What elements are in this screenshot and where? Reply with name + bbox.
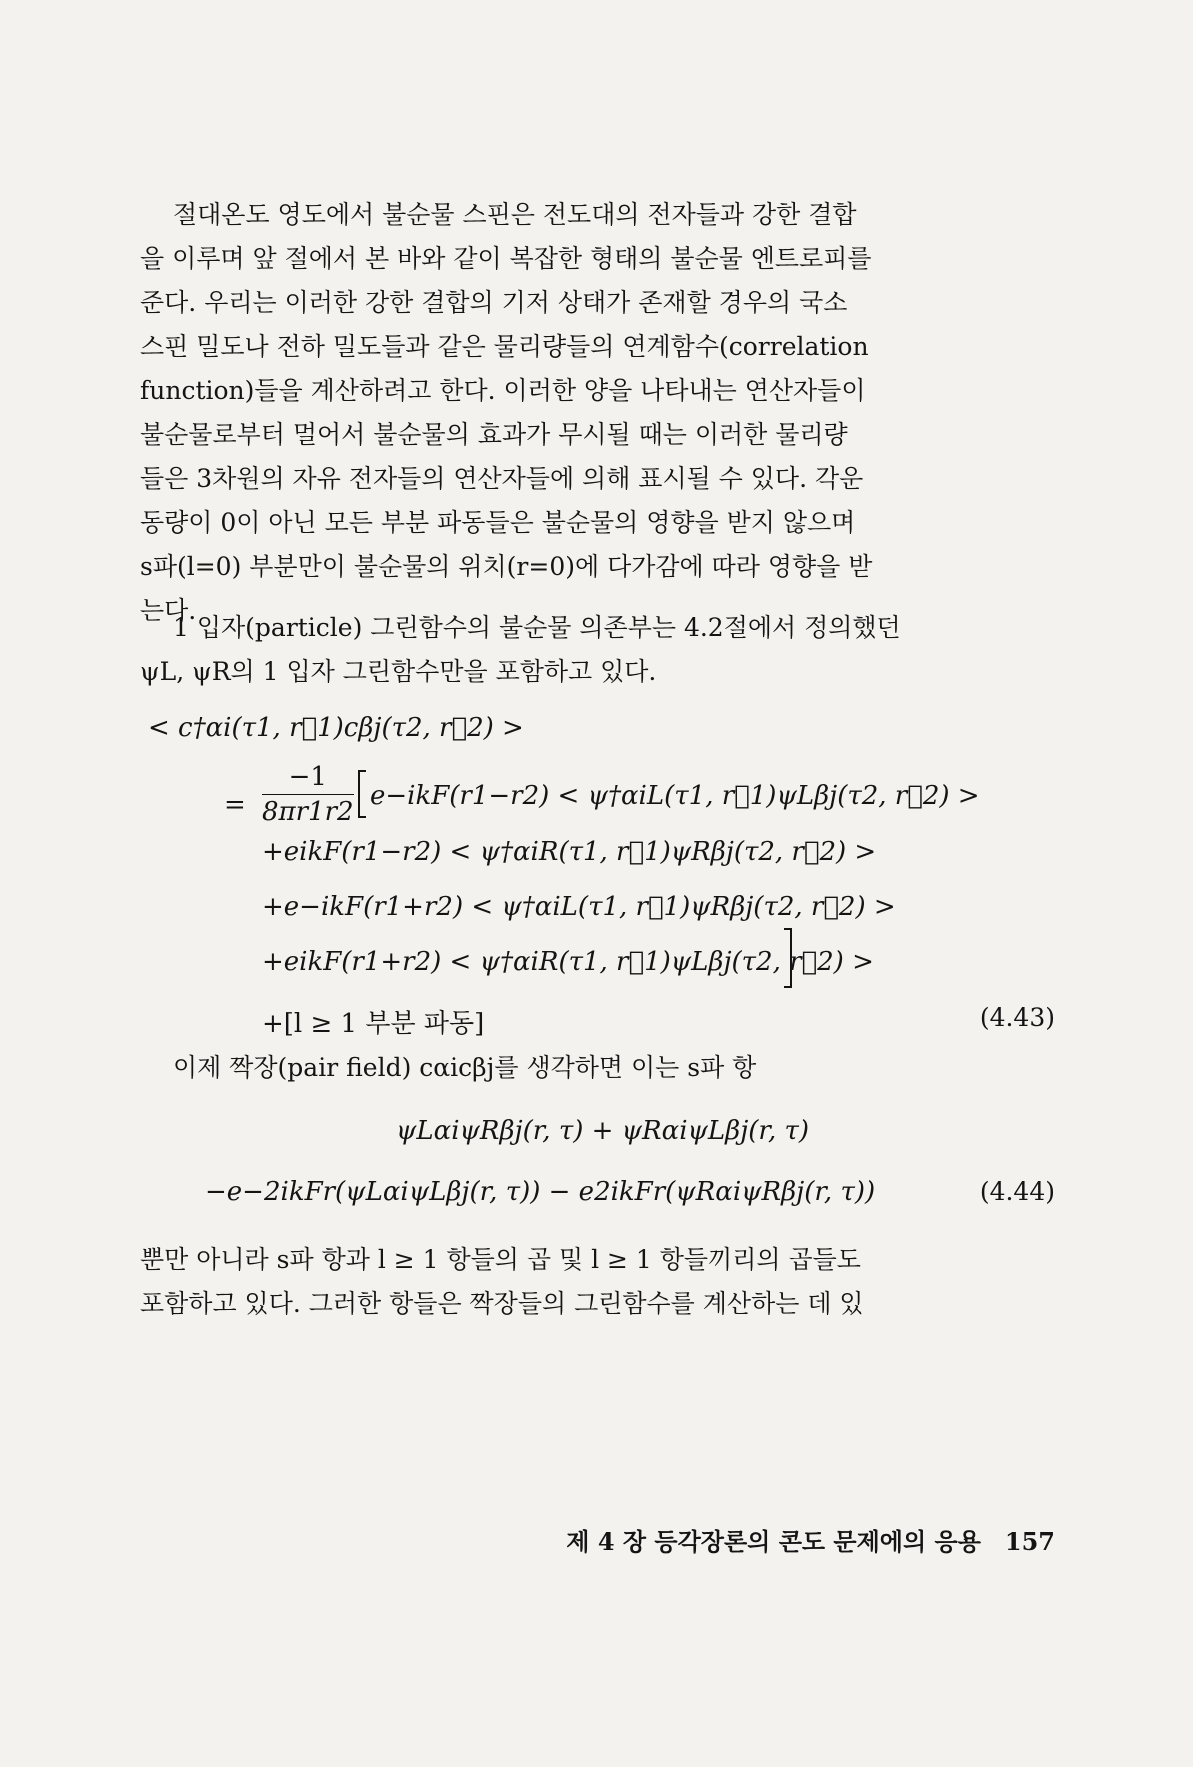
text-line: 절대온도 영도에서 불순물 스핀은 전도대의 전자들과 강한 결합 [173,200,857,229]
right-bracket [784,928,792,988]
fraction-denominator: 8πr1r2 [262,797,354,827]
chapter-title: 제 4 장 등각장론의 콘도 문제에의 응용 [566,1527,981,1556]
paragraph-products [140,1238,1050,1326]
eq443-term3: +e−ikF(r1+r2) < ψ†αiL(τ1, r⃗1)ψRβj(τ2, r⃗2) > [262,892,896,922]
eq443-partial-waves: +[l ≥ 1 부분 파동] [262,1009,485,1039]
text-line: 1 입자(particle) 그린함수의 불순물 의존부는 4.2절에서 정의했던 [173,613,901,642]
text-line: 동량이 0이 아닌 모든 부분 파동들은 불순물의 영향을 받지 않으며 [140,508,856,537]
text-line: 을 이루며 앞 절에서 본 바와 같이 복잡한 형태의 불순물 엔트로피를 [140,244,872,273]
paragraph-pair-field [140,1046,1050,1090]
eq443-fraction [262,762,354,827]
text-line: 스핀 밀도나 전하 밀도들과 같은 물리량들의 연계함수(correlation [140,332,869,361]
text-line: 들은 3차원의 자유 전자들의 연산자들에 의해 표시될 수 있다. 각운 [140,464,864,493]
text-line: 이제 짝장(pair field) cαicβj를 생각하면 이는 s파 항 [173,1053,757,1082]
text-line: s파(l=0) 부분만이 불순물의 위치(r=0)에 다가감에 따라 영향을 받 [140,552,873,581]
eq444-number: (4.44) [979,1177,1055,1206]
eq443-number: (4.43) [979,1003,1055,1032]
text-line: 뿐만 아니라 s파 항과 l ≥ 1 항들의 곱 및 l ≥ 1 항들끼리의 곱들도 [140,1245,861,1274]
eq443-term4: +eikF(r1+r2) < ψ†αiR(τ1, r⃗1)ψLβj(τ2, r⃗2) > [262,947,874,977]
paragraph-intro [140,193,1050,633]
text-line: 포함하고 있다. 그러한 항들은 짝장들의 그린함수를 계산하는 데 있 [140,1289,864,1318]
text-line: ψL, ψR의 1 입자 그린함수만을 포함하고 있다. [140,657,657,686]
eq444-line1: ψLαiψRβj(r, τ) + ψRαiψLβj(r, τ) [396,1116,810,1146]
text-line: 불순물로부터 멀어서 불순물의 효과가 무시될 때는 이러한 물리량 [140,420,848,449]
eq443-term1: e−ikF(r1−r2) < ψ†αiL(τ1, r⃗1)ψLβj(τ2, r⃗2) > [370,781,980,811]
page-footer [566,1522,1055,1557]
text-line: 준다. 우리는 이러한 강한 결합의 기저 상태가 존재할 경우의 국소 [140,288,848,317]
text-line: 는다. [140,596,197,625]
eq443-lhs: < c†αi(τ1, r⃗1)cβj(τ2, r⃗2) > [148,713,524,743]
eq444-line2: −e−2ikFr(ψLαiψLβj(r, τ)) − e2ikFr(ψRαiψRβj(r, τ)) [205,1177,876,1207]
eq443-term2: +eikF(r1−r2) < ψ†αiR(τ1, r⃗1)ψRβj(τ2, r⃗2) > [262,837,877,867]
fraction-numerator: −1 [262,762,354,795]
paragraph-green-function [140,606,1050,694]
page-number: 157 [1004,1527,1055,1556]
left-bracket [358,770,366,818]
text-line: function)들을 계산하려고 한다. 이러한 양을 나타내는 연산자들이 [140,376,866,405]
eq443-equals: = [224,790,246,820]
